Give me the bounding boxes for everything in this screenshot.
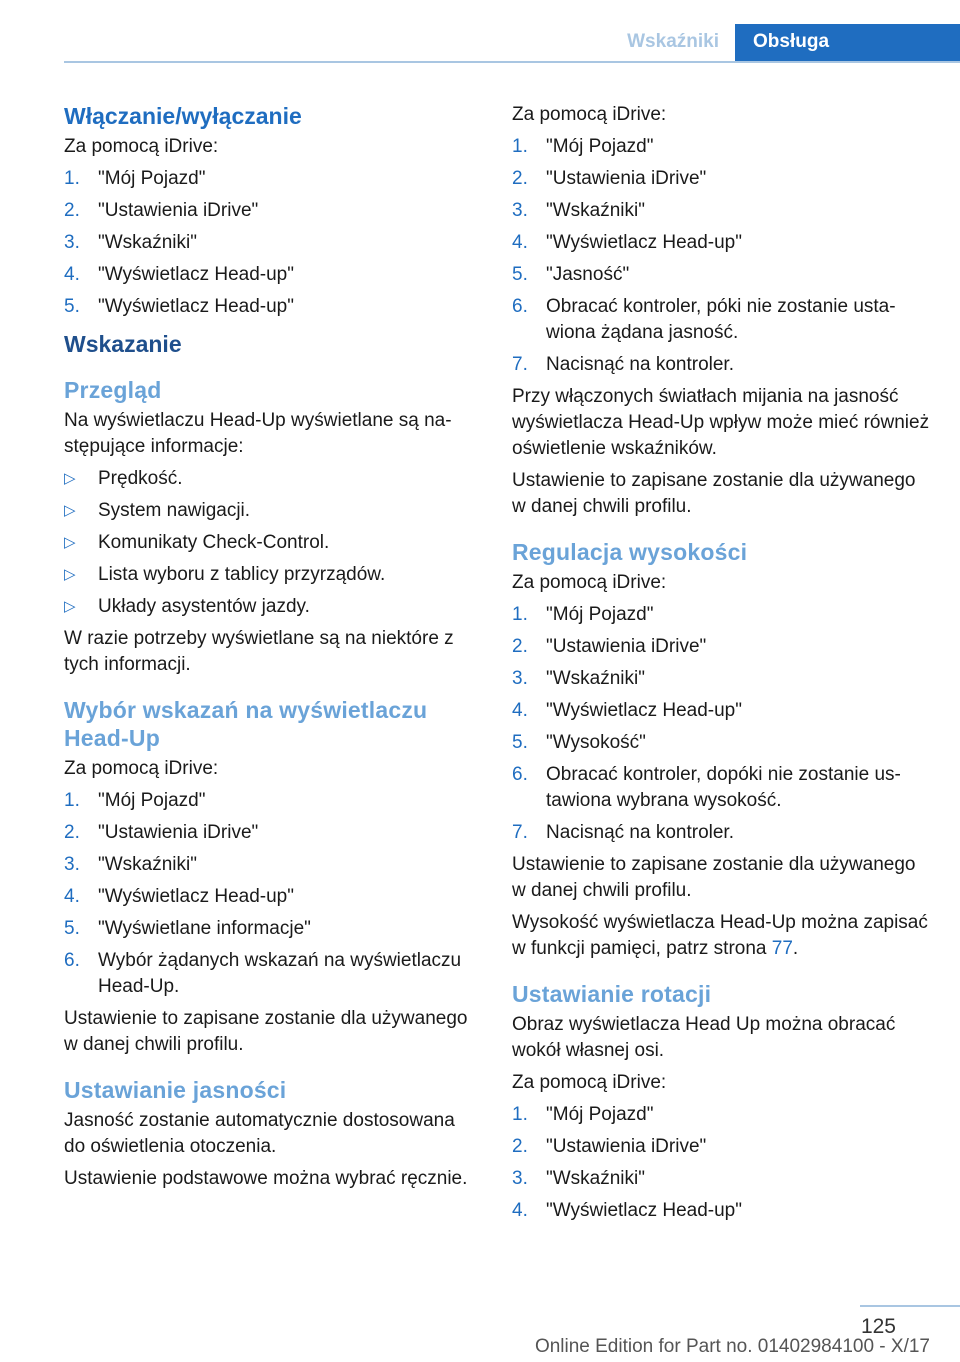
step-text: Wybór żądanych wskazań na wyświetlaczu Head-Up. <box>98 950 462 997</box>
list-item <box>64 466 478 492</box>
triangle-bullet-icon: ▷ <box>64 566 76 583</box>
step-text: "Wyświetlacz Head-up" <box>98 886 294 907</box>
step-number: 2. <box>64 200 80 221</box>
step-text: "Mój Pojazd" <box>546 1104 654 1125</box>
list-item <box>512 666 932 692</box>
step-number: 4. <box>512 232 528 253</box>
step-text: "Wskaźniki" <box>546 1168 645 1189</box>
step-number: 1. <box>64 790 80 811</box>
section-label: Wskaźniki <box>627 31 719 52</box>
step-text: Nacisnąć na kontroler. <box>546 822 734 843</box>
list-item <box>512 730 932 756</box>
right-column <box>512 102 932 1230</box>
list-item <box>512 1198 932 1224</box>
list-item <box>512 352 932 378</box>
list-item <box>64 852 478 878</box>
list-item <box>64 262 478 288</box>
step-number: 6. <box>64 950 80 971</box>
list-item <box>64 916 478 942</box>
list-item <box>64 530 478 556</box>
step-text: "Wskaźniki" <box>98 232 197 253</box>
step-number: 6. <box>512 764 528 785</box>
step-number: 3. <box>512 1168 528 1189</box>
list-item <box>64 788 478 814</box>
list-item <box>512 1102 932 1128</box>
step-text: "Wskaźniki" <box>546 200 645 221</box>
step-text: "Wyświetlacz Head-up" <box>546 700 742 721</box>
triangle-bullet-icon: ▷ <box>64 598 76 615</box>
step-number: 4. <box>64 886 80 907</box>
bullet-text: Układy asystentów jazdy. <box>98 596 310 617</box>
list-item <box>64 884 478 910</box>
step-text: "Wskaźniki" <box>98 854 197 875</box>
memory-text <box>512 910 932 962</box>
step-text: "Ustawienia iDrive" <box>546 1136 707 1157</box>
step-number: 7. <box>512 354 528 375</box>
brightness-manual-text: Ustawienie podstawowe można wybrać ręcznie. <box>64 1168 468 1189</box>
list-item <box>512 634 932 660</box>
bullet-text: Prędkość. <box>98 468 183 489</box>
list-item <box>512 134 932 160</box>
heading-select-display: Wybór wskazań na wyświetlaczu Head-Up <box>64 697 428 751</box>
saved-profile-text: Ustawienie to zapisane zostanie dla używanego w danej chwili profilu. <box>64 1008 468 1055</box>
heading-height: Regulacja wysokości <box>512 539 748 565</box>
step-number: 3. <box>512 668 528 689</box>
page-number: 125 <box>860 1315 896 1338</box>
list-item <box>512 1134 932 1160</box>
step-text: "Mój Pojazd" <box>546 136 654 157</box>
step-number: 4. <box>64 264 80 285</box>
step-number: 6. <box>512 296 528 317</box>
step-text: Nacisnąć na kontroler. <box>546 354 734 375</box>
list-item <box>64 198 478 224</box>
triangle-bullet-icon: ▷ <box>64 470 76 487</box>
list-item <box>64 948 478 1000</box>
list-item <box>64 166 478 192</box>
idrive-intro: Za pomocą iDrive: <box>512 572 667 593</box>
heading-overview: Przegląd <box>64 377 162 403</box>
step-number: 5. <box>512 732 528 753</box>
step-text: Obracać kontroler, póki nie zostanie ustawiona żądana jasność. <box>546 296 896 343</box>
step-number: 2. <box>64 822 80 843</box>
step-text: "Mój Pojazd" <box>98 168 206 189</box>
step-text: "Wyświetlacz Head-up" <box>98 264 294 285</box>
idrive-intro: Za pomocą iDrive: <box>512 1072 667 1093</box>
idrive-intro: Za pomocą iDrive: <box>64 758 219 779</box>
page-header <box>627 24 960 62</box>
steps-select-display <box>64 788 478 1000</box>
bullet-text: System nawigacji. <box>98 500 251 521</box>
memory-text-body: Wysokość wyświetlacza Head-Up można zapisać w funkcji pamięci, patrz strona <box>512 912 928 959</box>
rotation-text: Obraz wyświetlacza Head Up można obracać wokół własnej osi. <box>512 1014 896 1061</box>
heading-rotation: Ustawianie rotacji <box>512 981 712 1007</box>
step-text: "Wyświetlacz Head-up" <box>98 296 294 317</box>
brightness-auto-text: Jasność zostanie automatycznie dostosowana do oświetlenia otoczenia. <box>64 1110 455 1157</box>
list-item <box>512 602 932 628</box>
header-divider <box>64 61 960 63</box>
list-item <box>512 820 932 846</box>
step-number: 3. <box>64 854 80 875</box>
list-item <box>512 166 932 192</box>
step-number: 5. <box>64 918 80 939</box>
step-text: "Wyświetlacz Head-up" <box>546 232 742 253</box>
bullet-text: Komunikaty Check-Control. <box>98 532 330 553</box>
list-item <box>512 294 932 346</box>
list-item <box>64 230 478 256</box>
step-text: "Wysokość" <box>546 732 646 753</box>
footer-divider <box>860 1305 960 1307</box>
step-number: 4. <box>512 1200 528 1221</box>
list-item <box>64 820 478 846</box>
step-text: "Wskaźniki" <box>546 668 645 689</box>
idrive-intro: Za pomocą iDrive: <box>512 104 667 125</box>
saved-profile-text: Ustawienie to zapisane zostanie dla używanego w danej chwili profilu. <box>512 854 916 901</box>
step-number: 5. <box>64 296 80 317</box>
edition-note: Online Edition for Part no. 01402984100 - X/17 <box>534 1336 930 1357</box>
list-item <box>64 594 478 620</box>
list-item <box>512 1166 932 1192</box>
steps-brightness <box>512 134 932 378</box>
list-item <box>64 294 478 320</box>
list-item <box>512 198 932 224</box>
step-text: "Wyświetlane informacje" <box>98 918 311 939</box>
bullet-text: Lista wyboru z tablicy przyrządów. <box>98 564 386 585</box>
triangle-bullet-icon: ▷ <box>64 534 76 551</box>
idrive-intro: Za pomocą iDrive: <box>64 136 219 157</box>
step-number: 1. <box>64 168 80 189</box>
list-item <box>512 762 932 814</box>
list-item <box>64 562 478 588</box>
step-text: Obracać kontroler, dopóki nie zostanie ustawiona wybrana wysokość. <box>546 764 901 811</box>
heading-on-off: Włączanie/wyłączanie <box>64 103 302 129</box>
step-number: 1. <box>512 136 528 157</box>
overview-text: Na wyświetlaczu Head-Up wyświetlane są następujące informacje: <box>64 410 452 457</box>
step-number: 1. <box>512 604 528 625</box>
step-text: "Ustawienia iDrive" <box>546 168 707 189</box>
steps-height <box>512 602 932 846</box>
some-info-text: W razie potrzeby wyświetlane są na niektóre z tych informacji. <box>64 628 454 675</box>
page-link[interactable]: 77 <box>771 938 793 959</box>
memory-text-end: . <box>792 938 799 959</box>
step-number: 2. <box>512 1136 528 1157</box>
step-text: "Mój Pojazd" <box>98 790 206 811</box>
step-text: "Jasność" <box>546 264 630 285</box>
list-item <box>512 698 932 724</box>
steps-on-off <box>64 166 478 320</box>
step-number: 3. <box>64 232 80 253</box>
step-number: 1. <box>512 1104 528 1125</box>
step-number: 4. <box>512 700 528 721</box>
list-item <box>512 262 932 288</box>
step-text: "Wyświetlacz Head-up" <box>546 1200 742 1221</box>
step-text: "Ustawienia iDrive" <box>98 200 259 221</box>
step-number: 3. <box>512 200 528 221</box>
heading-display: Wskazanie <box>64 331 182 357</box>
step-number: 2. <box>512 168 528 189</box>
saved-profile-text: Ustawienie to zapisane zostanie dla używanego w danej chwili profilu. <box>512 470 916 517</box>
list-item <box>512 230 932 256</box>
chapter-label: Obsługa <box>735 24 960 62</box>
overview-bullets <box>64 466 478 620</box>
step-number: 7. <box>512 822 528 843</box>
low-beam-text: Przy włączonych światłach mijania na jasność wyświetlacza Head-Up wpływ może mieć również oświetlenie wskaźników. <box>512 386 930 459</box>
list-item <box>64 498 478 524</box>
triangle-bullet-icon: ▷ <box>64 502 76 519</box>
heading-brightness: Ustawianie jasności <box>64 1077 287 1103</box>
left-column <box>64 102 478 1198</box>
step-number: 2. <box>512 636 528 657</box>
step-text: "Ustawienia iDrive" <box>98 822 259 843</box>
step-text: "Mój Pojazd" <box>546 604 654 625</box>
step-text: "Ustawienia iDrive" <box>546 636 707 657</box>
steps-rotation <box>512 1102 932 1224</box>
step-number: 5. <box>512 264 528 285</box>
